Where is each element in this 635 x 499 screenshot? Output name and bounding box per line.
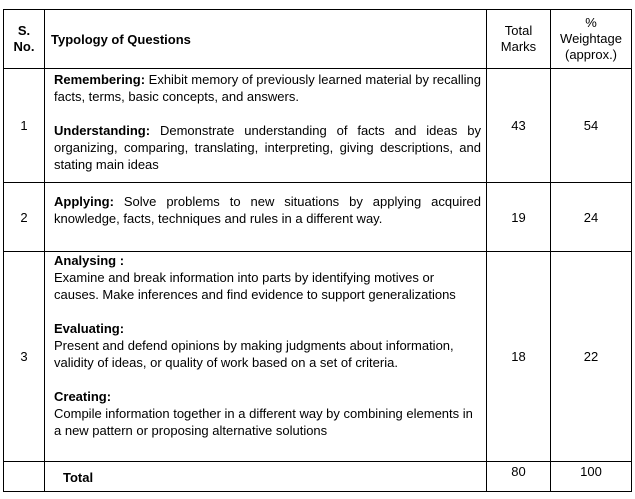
row-weightage: 24 bbox=[551, 183, 632, 252]
row-total-marks: 18 bbox=[487, 252, 551, 462]
total-empty-cell bbox=[4, 462, 45, 492]
table-header-row bbox=[4, 10, 632, 69]
total-marks-sum: 80 bbox=[487, 462, 551, 492]
typology-item bbox=[54, 193, 481, 227]
row-typology-cell bbox=[45, 252, 487, 462]
typology-term: Remembering: bbox=[54, 72, 146, 87]
header-total-line1: Total bbox=[504, 23, 533, 38]
row-total-marks: 19 bbox=[487, 183, 551, 252]
header-weight-line1: % bbox=[585, 15, 597, 30]
question-typology-table bbox=[3, 9, 632, 492]
typology-description: Examine and break information into parts by identifying motives or causes. Make inferences and find evidence to support generalizations bbox=[54, 270, 456, 302]
header-total-line2: Marks bbox=[500, 39, 537, 54]
typology-description: Solve problems to new situations by applying acquired knowledge, facts, techniques and rules in a different way. bbox=[54, 194, 481, 226]
typology-term: Analysing : bbox=[54, 253, 125, 268]
row-typology-cell bbox=[45, 69, 487, 183]
header-weightage bbox=[551, 10, 632, 69]
typology-term: Applying: bbox=[54, 194, 114, 209]
header-typology: Typology of Questions bbox=[45, 10, 487, 69]
total-label: Total bbox=[45, 462, 487, 492]
table-row bbox=[4, 252, 632, 462]
header-sno-line2: No. bbox=[13, 39, 35, 54]
row-weightage: 22 bbox=[551, 252, 632, 462]
header-total-marks bbox=[487, 10, 551, 69]
total-row bbox=[4, 462, 632, 492]
row-serial-number: 2 bbox=[4, 183, 45, 252]
row-typology-cell bbox=[45, 183, 487, 252]
row-weightage: 54 bbox=[551, 69, 632, 183]
header-sno-line1: S. bbox=[17, 23, 31, 38]
header-serial-number bbox=[4, 10, 45, 69]
typology-description: Present and defend opinions by making judgments about information, validity of ideas, or quality of work based on a set of criteria. bbox=[54, 338, 454, 370]
table-row bbox=[4, 69, 632, 183]
header-weight-line3: (approx.) bbox=[564, 47, 618, 62]
typology-term: Evaluating: bbox=[54, 321, 125, 336]
total-weightage-sum: 100 bbox=[551, 462, 632, 492]
row-serial-number: 3 bbox=[4, 252, 45, 462]
typology-description: Compile information together in a different way by combining elements in a new pattern or proposing alternative solutions bbox=[54, 406, 473, 438]
typology-term: Understanding: bbox=[54, 123, 151, 138]
typology-description: Demonstrate understanding of facts and ideas by organizing, comparing, translating, interpreting, giving descriptions, and stating main ideas bbox=[54, 123, 481, 172]
typology-item bbox=[54, 71, 481, 105]
typology-description: Exhibit memory of previously learned material by recalling facts, terms, basic concepts, and answers. bbox=[54, 72, 482, 104]
typology-term: Creating: bbox=[54, 389, 112, 404]
typology-item bbox=[54, 122, 481, 173]
row-serial-number: 1 bbox=[4, 69, 45, 183]
row-total-marks: 43 bbox=[487, 69, 551, 183]
table-row bbox=[4, 183, 632, 252]
header-weight-line2: Weightage bbox=[560, 31, 622, 46]
